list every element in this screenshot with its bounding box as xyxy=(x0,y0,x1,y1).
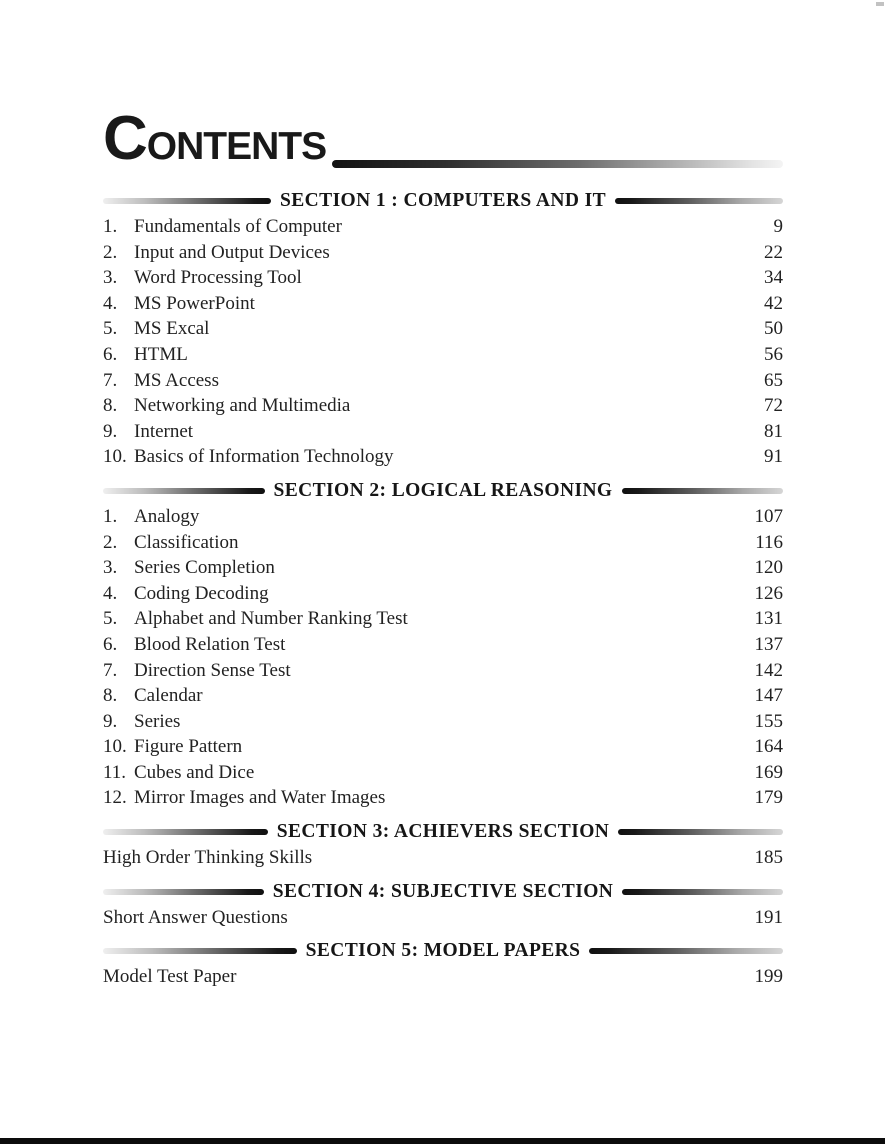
entry-page-number: 22 xyxy=(764,241,783,263)
entry-page-number: 81 xyxy=(764,420,783,442)
section-header xyxy=(103,821,783,843)
entry-title: HTML xyxy=(134,343,188,365)
entry-number: 5. xyxy=(103,318,118,340)
entry-page-number: 120 xyxy=(754,557,783,579)
entry-title: Analogy xyxy=(134,505,200,527)
toc-entry xyxy=(103,240,783,266)
section-title: SECTION 1 : COMPUTERS AND IT xyxy=(280,190,606,211)
section-rule-right xyxy=(622,889,783,895)
section-rule-right xyxy=(622,488,784,494)
entry-title: Model Test Paper xyxy=(103,966,237,988)
entry-page-number: 91 xyxy=(764,446,783,468)
entry-title: Figure Pattern xyxy=(134,736,243,758)
page-title-rest: ONTENTS xyxy=(146,125,327,168)
entry-number: 6. xyxy=(103,633,118,655)
entry-number: 4. xyxy=(103,292,118,314)
entry-page-number: 169 xyxy=(754,761,783,783)
section-title: SECTION 2: LOGICAL REASONING xyxy=(273,479,613,501)
section-rule-left xyxy=(103,948,297,954)
entry-title: Coding Decoding xyxy=(134,582,269,604)
entry-title: Fundamentals of Computer xyxy=(134,216,342,237)
entry-number: 9. xyxy=(103,420,118,442)
entry-page-number: 191 xyxy=(754,906,783,928)
entry-number: 4. xyxy=(103,582,118,604)
toc-entry xyxy=(103,632,783,658)
entry-title: Alphabet and Number Ranking Test xyxy=(134,608,408,630)
entry-page-number: 137 xyxy=(754,633,783,655)
toc-entry xyxy=(103,760,783,786)
entry-title: Classification xyxy=(134,531,239,553)
page-title-row xyxy=(103,104,783,173)
entry-page-number: 142 xyxy=(754,659,783,681)
entry-number: 3. xyxy=(103,557,118,579)
section-rule-right xyxy=(589,948,783,954)
entry-title: Mirror Images and Water Images xyxy=(134,787,386,809)
entry-number: 12. xyxy=(103,787,127,809)
toc-entry xyxy=(103,581,783,607)
entry-page-number: 34 xyxy=(764,267,783,289)
entry-page-number: 199 xyxy=(754,966,783,988)
toc-entry xyxy=(103,419,783,445)
entry-title: Networking and Multimedia xyxy=(134,395,351,417)
entry-page-number: 9 xyxy=(773,216,783,237)
entry-title: Word Processing Tool xyxy=(134,267,302,289)
entry-page-number: 164 xyxy=(754,736,783,758)
entry-page-number: 131 xyxy=(754,608,783,630)
entry-number: 11. xyxy=(103,761,127,783)
entry-title: Cubes and Dice xyxy=(134,761,255,783)
section-header xyxy=(103,940,783,962)
entry-title: Internet xyxy=(134,420,194,442)
section-rule-right xyxy=(618,829,783,835)
entry-title: Direction Sense Test xyxy=(134,659,291,681)
entry-number: 7. xyxy=(103,659,118,681)
entry-number: 3. xyxy=(103,267,118,289)
entry-title: Input and Output Devices xyxy=(134,241,330,263)
entry-page-number: 72 xyxy=(764,395,783,417)
toc-entry xyxy=(103,393,783,419)
section-rule-left xyxy=(103,198,271,204)
entry-number: 10. xyxy=(103,446,127,468)
toc-entry xyxy=(103,709,783,735)
section-rule-left xyxy=(103,488,265,494)
entry-page-number: 107 xyxy=(754,505,783,527)
entry-number: 8. xyxy=(103,685,118,707)
title-rule xyxy=(332,160,783,168)
section-rule-left xyxy=(103,829,268,835)
section-header xyxy=(103,480,783,502)
toc-entry xyxy=(103,845,783,871)
section-header xyxy=(103,881,783,903)
entry-title: Short Answer Questions xyxy=(103,906,288,928)
entry-title: MS Excal xyxy=(134,318,210,340)
toc-entry xyxy=(103,964,783,990)
toc-entry xyxy=(103,658,783,684)
section-rule-left xyxy=(103,889,264,895)
entry-title: Blood Relation Test xyxy=(134,633,286,655)
section-title: SECTION 5: MODEL PAPERS xyxy=(305,940,581,962)
entry-page-number: 179 xyxy=(754,787,783,809)
toc-entry xyxy=(103,530,783,556)
toc-entry xyxy=(103,368,783,394)
toc-entry xyxy=(103,734,783,760)
toc xyxy=(103,190,783,990)
toc-entry xyxy=(103,214,783,240)
page-title xyxy=(103,104,327,173)
entry-number: 1. xyxy=(103,216,118,237)
section-title: SECTION 4: SUBJECTIVE SECTION xyxy=(272,880,614,902)
entry-page-number: 155 xyxy=(754,710,783,732)
toc-entry xyxy=(103,291,783,317)
entry-page-number: 50 xyxy=(764,318,783,340)
section-rule-right xyxy=(615,198,783,204)
toc-entry xyxy=(103,342,783,368)
entry-title: MS PowerPoint xyxy=(134,292,255,314)
toc-entry xyxy=(103,504,783,530)
toc-entry xyxy=(103,316,783,342)
section-header xyxy=(103,190,783,212)
entry-number: 1. xyxy=(103,505,118,527)
entry-page-number: 65 xyxy=(764,369,783,391)
toc-entry xyxy=(103,555,783,581)
entry-page-number: 185 xyxy=(754,847,783,869)
toc-entry xyxy=(103,683,783,709)
entry-number: 6. xyxy=(103,343,118,365)
entry-page-number: 126 xyxy=(754,582,783,604)
toc-entry xyxy=(103,265,783,291)
entry-number: 10. xyxy=(103,736,127,758)
page-bottom-edge xyxy=(0,1138,885,1144)
toc-entry xyxy=(103,785,783,811)
entry-number: 8. xyxy=(103,395,118,417)
entry-number: 2. xyxy=(103,531,118,553)
entry-number: 5. xyxy=(103,608,118,630)
entry-number: 9. xyxy=(103,710,118,732)
entry-title: Basics of Information Technology xyxy=(134,446,394,468)
entry-page-number: 42 xyxy=(764,292,783,314)
section-title: SECTION 3: ACHIEVERS SECTION xyxy=(276,821,610,843)
entry-number: 2. xyxy=(103,241,118,263)
entry-title: High Order Thinking Skills xyxy=(103,847,313,869)
entry-title: Calendar xyxy=(134,685,203,707)
toc-entry xyxy=(103,444,783,470)
toc-entry xyxy=(103,905,783,931)
entry-page-number: 147 xyxy=(754,685,783,707)
page-title-initial: C xyxy=(103,104,147,173)
entry-title: Series xyxy=(134,710,181,732)
toc-entry xyxy=(103,606,783,632)
entry-page-number: 116 xyxy=(755,531,783,553)
entry-title: MS Access xyxy=(134,369,219,391)
entry-number: 7. xyxy=(103,369,118,391)
entry-title: Series Completion xyxy=(134,557,275,579)
scan-artifact xyxy=(876,2,884,6)
entry-page-number: 56 xyxy=(764,343,783,365)
